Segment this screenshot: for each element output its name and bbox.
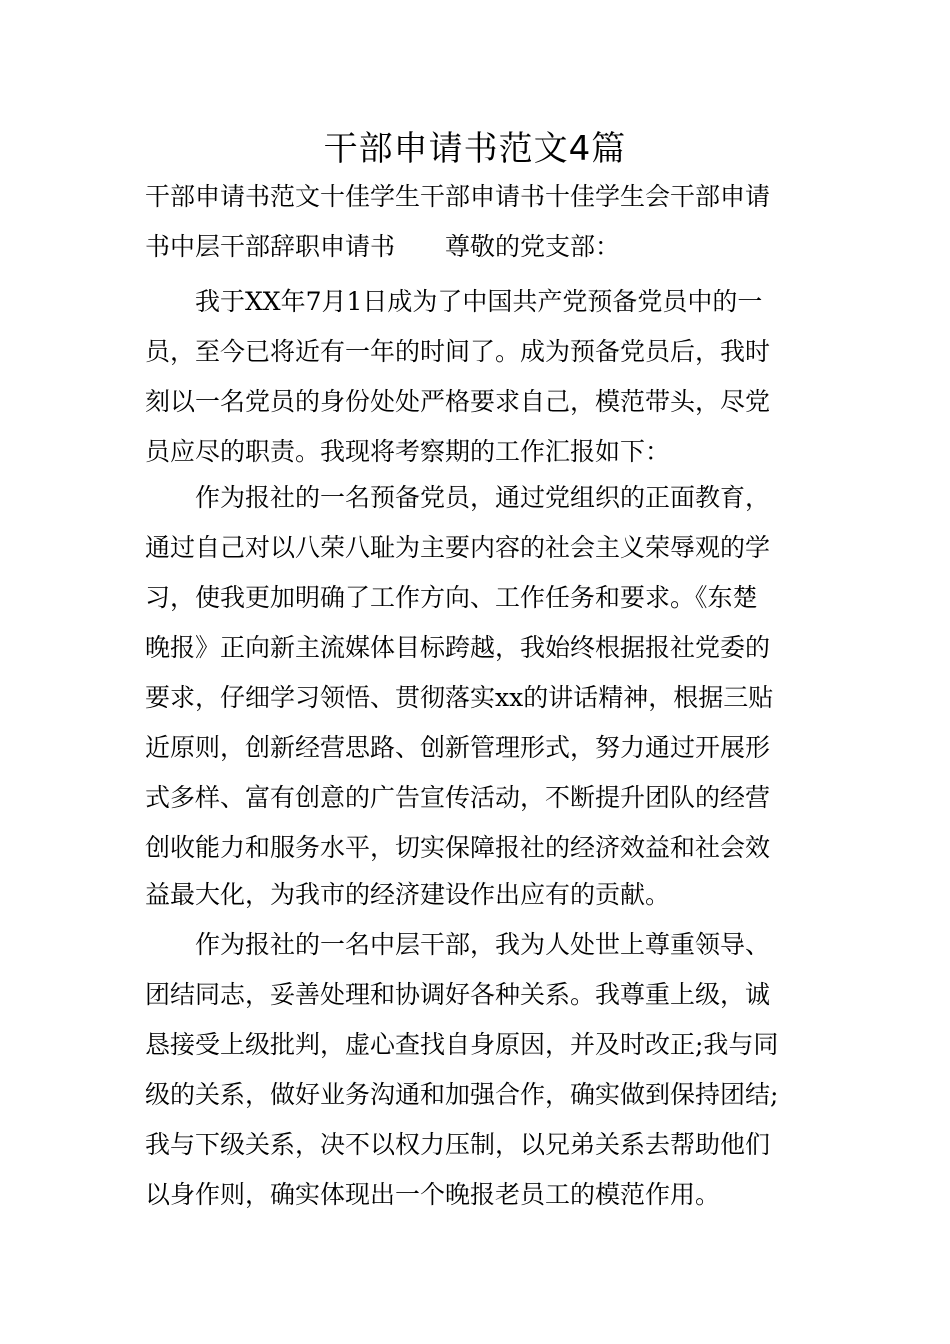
text-line: 级的关系，做好业务沟通和加强合作，确实做到保持团结; <box>145 1080 779 1109</box>
paragraph-first-line: 作为报社的一名中层干部，我为人处世上尊重领导、 <box>195 930 771 959</box>
text-line: 要求，仔细学习领悟、贯彻落实xx的讲话精神，根据三贴 <box>145 683 774 712</box>
text-line: 团结同志，妥善处理和协调好各种关系。我尊重上级，诚 <box>145 980 771 1009</box>
text-line: 书中层干部辞职申请书 尊敬的党支部： <box>145 232 621 261</box>
text-line: 晚报》正向新主流媒体目标跨越，我始终根据报社党委的 <box>145 633 771 662</box>
text-line: 员应尽的职责。我现将考察期的工作汇报如下： <box>145 437 671 466</box>
text-line: 创收能力和服务水平，切实保障报社的经济效益和社会效 <box>145 833 771 862</box>
paragraph-first-line: 我于XX年7月1日成为了中国共产党预备党员中的一 <box>195 287 763 316</box>
text-line: 习，使我更加明确了工作方向、工作任务和要求。《东楚 <box>145 583 758 612</box>
text-line: 员，至今已将近有一年的时间了。成为预备党员后，我时 <box>145 337 771 366</box>
text-line: 我与下级关系，决不以权力压制，以兄弟关系去帮助他们 <box>145 1130 771 1159</box>
paragraph-first-line: 作为报社的一名预备党员，通过党组织的正面教育， <box>195 483 771 512</box>
text-line: 通过自己对以八荣八耻为主要内容的社会主义荣辱观的学 <box>145 533 771 562</box>
text-line: 刻以一名党员的身份处处严格要求自己，模范带头，尽党 <box>145 387 771 416</box>
text-line: 恳接受上级批判，虚心查找自身原因，并及时改正;我与同 <box>145 1030 779 1059</box>
text-line: 益最大化，为我市的经济建设作出应有的贡献。 <box>145 880 671 909</box>
text-line: 干部申请书范文十佳学生干部申请书十佳学生会干部申请 <box>145 182 771 211</box>
document-title: 干部申请书范文4篇 <box>323 129 627 169</box>
text-line: 以身作则，确实体现出一个晚报老员工的模范作用。 <box>145 1180 721 1209</box>
text-line: 近原则，创新经营思路、创新管理形式，努力通过开展形 <box>145 733 771 762</box>
text-line: 式多样、富有创意的广告宣传活动，不断提升团队的经营 <box>145 783 771 812</box>
